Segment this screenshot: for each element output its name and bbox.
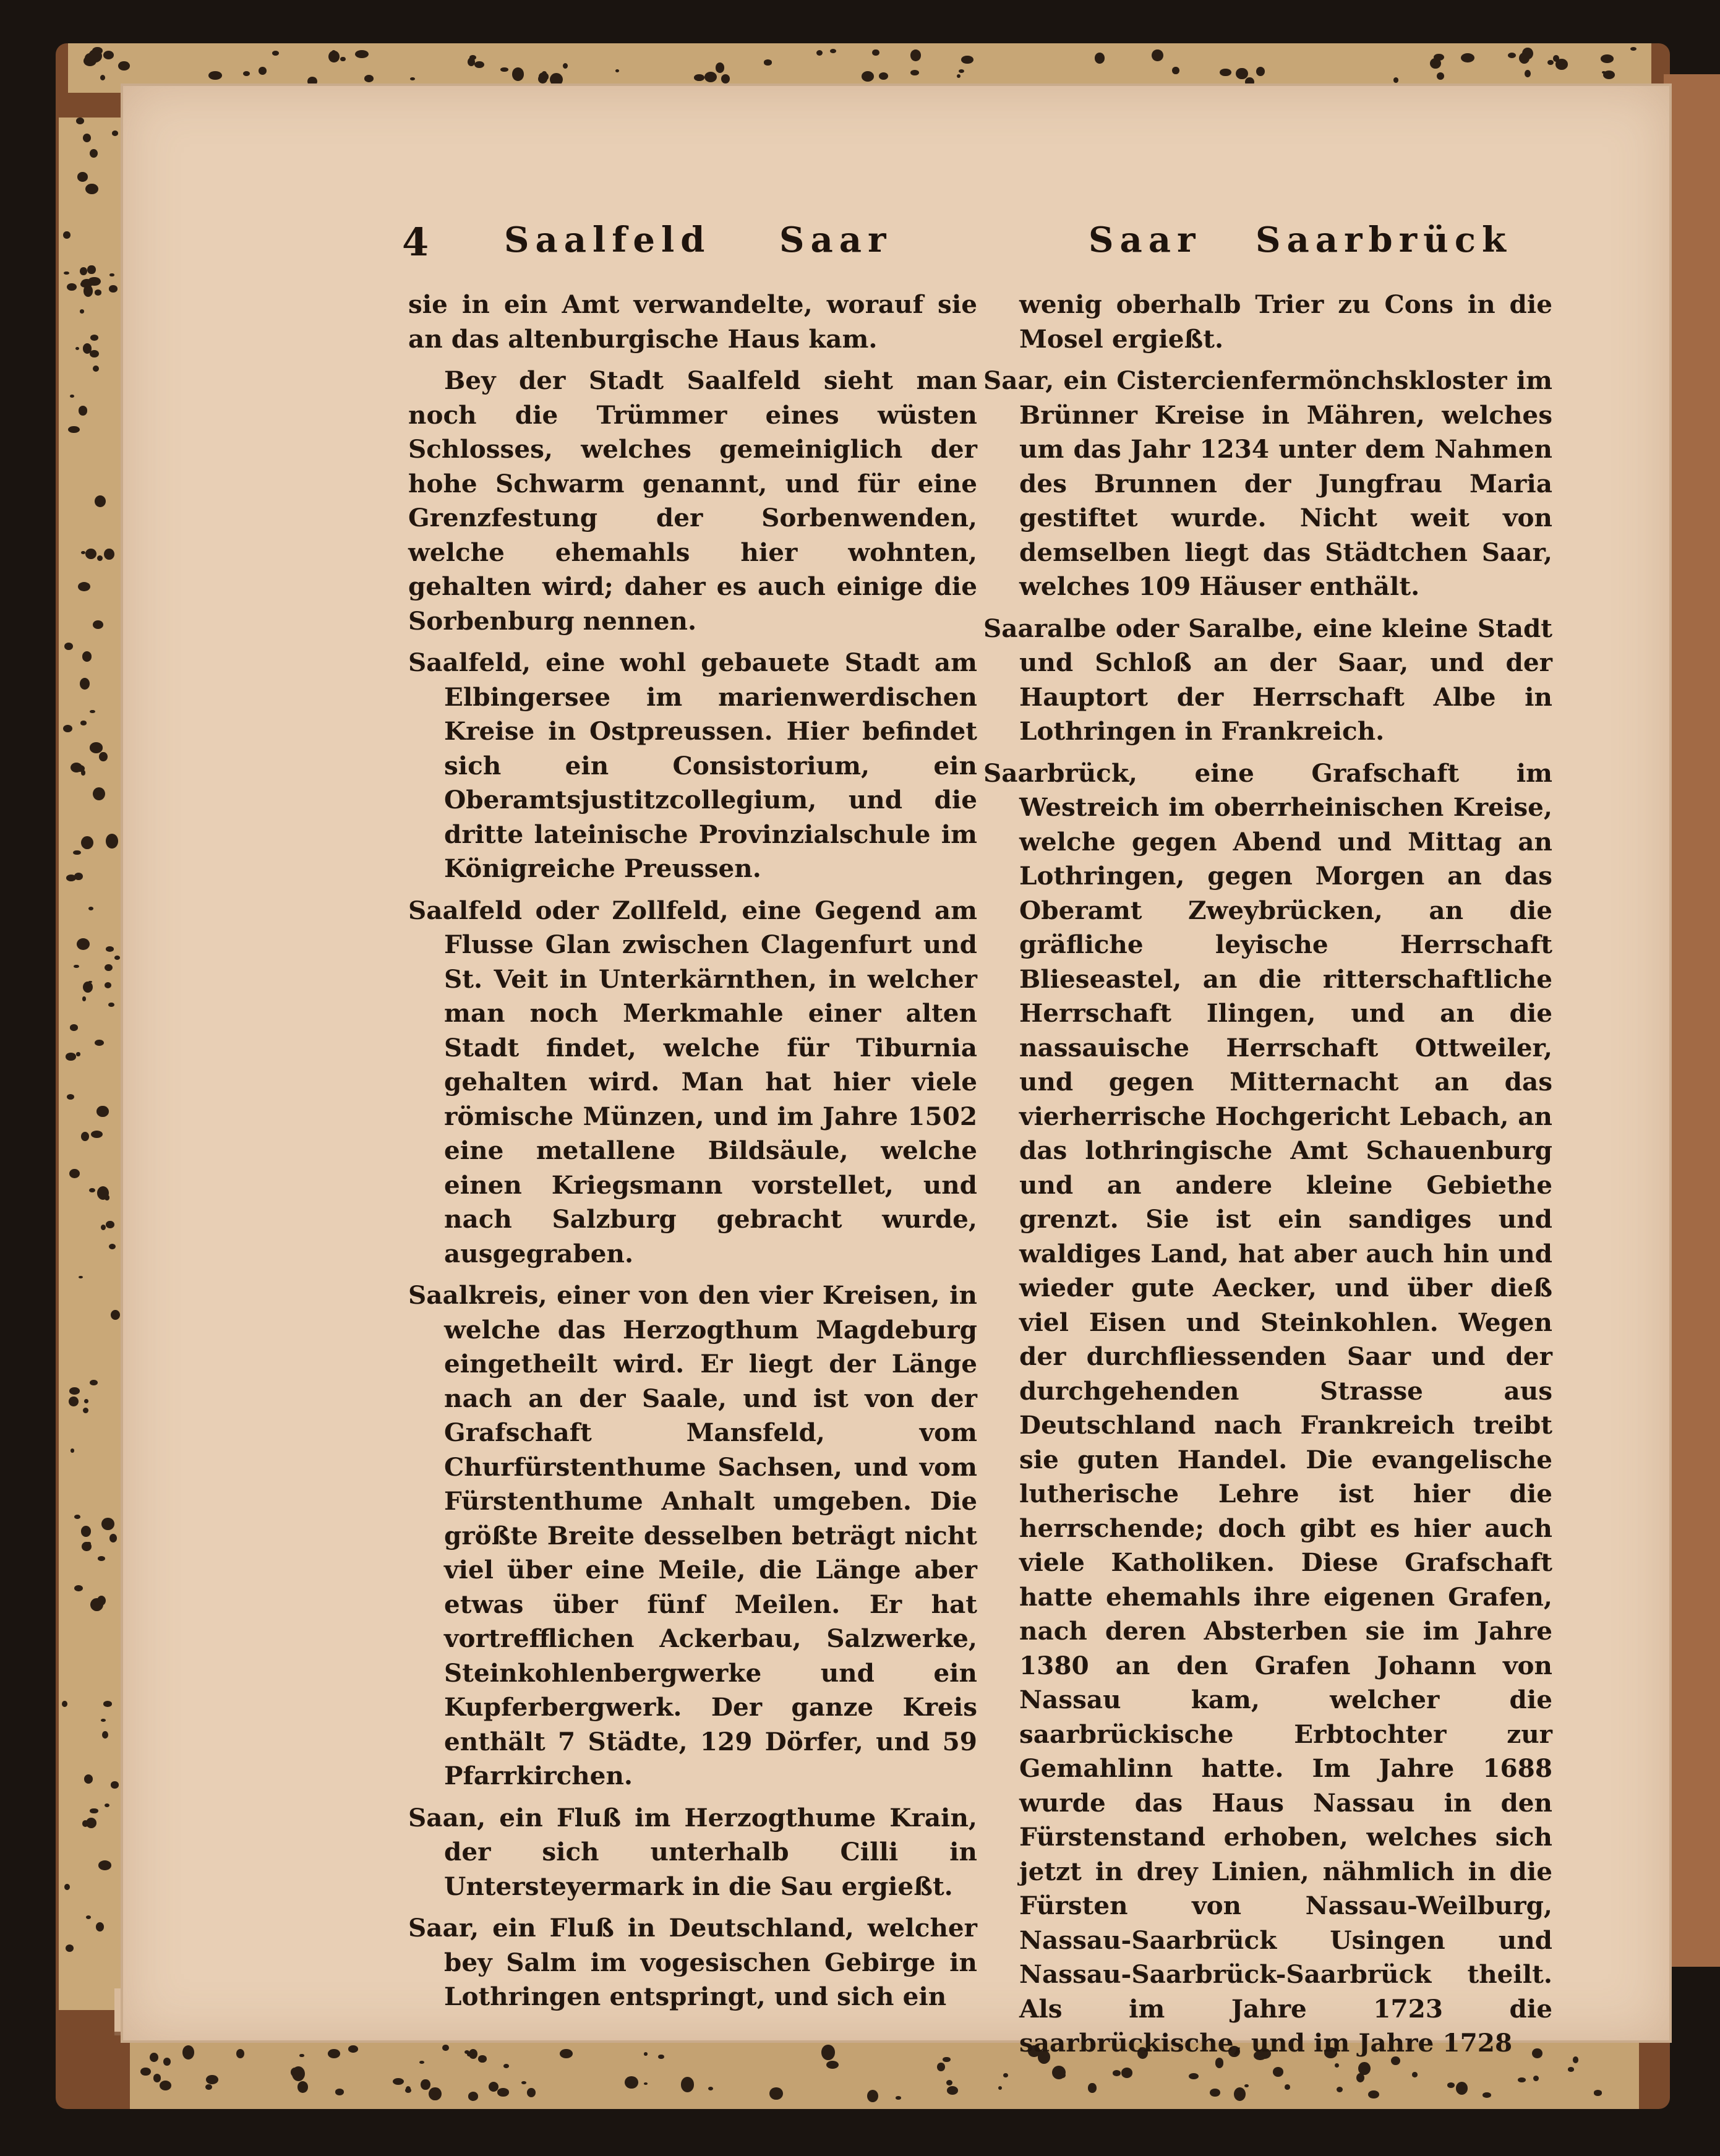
marble-spot (153, 2074, 161, 2082)
marble-spot (106, 946, 114, 952)
marble-spot (1434, 54, 1444, 61)
marble-spot (205, 2084, 212, 2090)
marble-spot (81, 1132, 89, 1141)
marble-spot (862, 71, 874, 82)
marble-spot (84, 1399, 88, 1403)
marble-spot (1210, 2089, 1220, 2097)
next-page-edge (1664, 74, 1720, 1967)
marble-spot (85, 53, 95, 63)
dictionary-entry: Saan, ein Fluß im Herzogthume Krain, der sich unterhalb Cilli in Untersteyermark in die Sau ergießt. (408, 1802, 977, 1901)
marble-spot (297, 2081, 309, 2093)
marble-spot (1594, 2090, 1602, 2095)
marble-spot (961, 56, 973, 64)
marble-spot (85, 549, 96, 559)
marble-spot (69, 1169, 80, 1178)
dictionary-entry: Saar, ein Fluß in Deutschland, welcher bey Salm im vogesischen Gebirge in Lothringen entspringt, und sich ein (408, 1913, 977, 2011)
marble-spot (335, 2089, 344, 2095)
marble-spot (658, 2055, 664, 2060)
marble-spot (1220, 69, 1231, 76)
marble-spot (1483, 2092, 1491, 2098)
marble-spot (76, 118, 83, 124)
marble-spot (69, 1387, 80, 1395)
marble-spot (937, 2063, 944, 2071)
marble-spot (1113, 2070, 1121, 2076)
running-head-right-2: Saarbrück (1256, 220, 1512, 260)
marble-spot (872, 49, 879, 56)
marble-spot (821, 2045, 835, 2060)
marble-spot (1273, 2067, 1283, 2077)
marble-spot (103, 51, 114, 59)
marble-spot (1337, 2087, 1343, 2093)
marble-spot (1601, 54, 1614, 63)
marble-spot (291, 2068, 299, 2077)
marble-spot (90, 1808, 98, 1814)
marble-spot (478, 2055, 486, 2062)
marble-spot (87, 265, 95, 275)
running-head-left-2: Saar (779, 220, 892, 260)
marble-spot (1555, 59, 1567, 70)
marble-spot (442, 2045, 449, 2051)
marble-spot (421, 2079, 430, 2090)
right-column (983, 288, 1552, 2068)
marble-spot (1172, 67, 1179, 75)
marble-spot (140, 2068, 151, 2076)
dictionary-entry: Saaralbe oder Saralbe, eine kleine Stadt und Schloß an der Saar, und der Hauptort der Herrschaft Albe in Lothringen in Frankreich. (983, 613, 1552, 746)
marble-spot (76, 1052, 80, 1056)
marbled-edge-left (59, 118, 124, 2010)
marble-spot (527, 2088, 536, 2097)
dictionary-entry: Saalfeld, eine wohl gebauete Stadt am Elbingersee im marienwerdischen Kreise in Ostpreussen. Hier befindet sich ein Consistorium, ein Oberamtsjustitzcollegium, und die dritte lateinische Provinzialschule im Königreiche Preussen. (408, 648, 977, 883)
marble-spot (816, 50, 823, 56)
marble-spot (81, 770, 85, 775)
marble-spot (69, 1397, 79, 1406)
marble-spot (910, 49, 921, 61)
marble-spot (66, 1053, 76, 1060)
marble-spot (1088, 2083, 1096, 2092)
marble-spot (1285, 2084, 1290, 2090)
marble-spot (96, 1922, 104, 1931)
marble-spot (82, 651, 92, 661)
marble-spot (272, 51, 279, 56)
marble-spot (644, 2082, 648, 2085)
marble-spot (943, 2057, 951, 2063)
marble-spot (88, 907, 93, 910)
marble-spot (681, 2077, 695, 2092)
running-head-right-1: Saar (1089, 220, 1202, 260)
marble-spot (97, 555, 103, 561)
marble-spot (497, 2088, 509, 2096)
marble-spot (1412, 2072, 1418, 2077)
marble-spot (93, 620, 103, 629)
marble-spot (101, 1518, 114, 1530)
dictionary-entry: Saarbrück, eine Grafschaft im Westreich im oberrheinischen Kreise, welche gegen Abend und Mittag an Lothringen, gegen Morgen an das Oberamt Zweybrücken, an die gräfliche leyische Herrschaft Blieseastel, an die ritterschaftliche Herrschaft Ilingen, und an die nassauische Herrschaft Ottweiler, und gegen Mitternacht an das vierherrische Hochgericht Lebach, an das lothringische Amt Schauenburg und an andere kleine Gebiethe grenzt. Sie ist ein sandiges und waldiges Land, hat aber auch hin und wieder gute Aecker, und über dieß viel Eisen und Steinkohlen. Wegen der durchfliessenden Saar und der durchgehenden Strasse aus Deutschland nach Frankreich treibt sie guten Handel. Die evangelische lutherische Lehre ist hier die herrschende; doch gibt es hier auch viele Katholiken. Diese Grafschaft hatte ehemahls ihre eigenen Grafen, nach deren Absterben sie im Jahre 1380 an den Grafen Johann von Nassau kam, welcher die saarbrückische Erbtochter zur Gemahlinn hatte. Im Jahre 1688 wurde das Haus Nassau in den Fürstenstand erhoben, welches sich jetzt in drey Linien, nähmlich in die Fürsten von Nassau-Weilburg, Nassau-Saarbrück Usingen und Nassau-Saarbrück-Saarbrück theilt. Als im Jahre 1723 die saarbrückische, und im Jahre 1728 (983, 758, 1552, 2058)
marble-spot (1393, 77, 1398, 83)
marble-spot (1573, 2056, 1578, 2063)
marble-spot (1547, 60, 1554, 65)
marble-spot (80, 309, 85, 314)
marble-spot (74, 873, 83, 880)
marble-spot (90, 149, 98, 158)
marble-spot (1189, 2073, 1199, 2079)
dictionary-entry: Saalkreis, einer von den vier Kreisen, in welche das Herzogthum Magdeburg eingetheilt wird. Er liegt der Länge nach an der Saale, und ist von der Grafschaft Mansfeld, vom Churfürstenthume Sachsen, und vom Fürstenthume Anhalt umgeben. Die größte Breite desselben beträgt nicht viel über eine Meile, die Länge aber etwas über fünf Meilen. Er hat vortrefflichen Ackerbau, Salzwerke, Steinkohlenbergwerke und ein Kupferbergwerk. Der ganze Kreis enthält 7 Städte, 129 Dörfer, und 59 Pfarrkirchen. (408, 1280, 977, 1790)
marble-spot (1456, 2082, 1468, 2095)
marble-spot (299, 2054, 304, 2057)
marble-spot (74, 1515, 80, 1519)
marble-spot (106, 834, 118, 849)
marble-spot (64, 272, 69, 275)
marble-spot (105, 1195, 110, 1200)
marble-spot (830, 49, 836, 53)
marble-spot (355, 50, 369, 58)
marble-spot (208, 71, 222, 80)
marble-spot (74, 1585, 82, 1591)
marble-spot (95, 289, 102, 296)
marble-spot (103, 1701, 113, 1707)
marble-spot (114, 956, 120, 959)
marble-spot (84, 1774, 93, 1784)
marble-spot (163, 2058, 171, 2066)
marble-spot (1256, 67, 1265, 76)
marble-spot (104, 549, 114, 560)
marble-spot (86, 1915, 91, 1919)
marble-spot (393, 2078, 404, 2085)
marble-spot (80, 721, 87, 725)
marble-spot (67, 283, 77, 291)
marble-spot (364, 75, 374, 82)
marble-spot (708, 2087, 713, 2090)
dictionary-entry: Saar, ein Cistercienfermönchskloster im Brünner Kreise in Mähren, welches um das Jahr 1234 unter dem Nahmen des Brunnen der Jungfrau Maria gestiftet wurde. Nicht weit von demselben liegt das Städtchen Saar, welches 109 Häuser enthält. (983, 366, 1552, 601)
marble-spot (947, 2086, 959, 2095)
marble-spot (62, 1701, 67, 1707)
marble-spot (105, 982, 111, 988)
marble-spot (96, 1106, 108, 1117)
running-head-left-1: Saalfeld (504, 220, 711, 260)
paragraph-continuation: sie in ein Amt verwandelte, worauf sie an das altenburgische Haus kam. (408, 289, 977, 354)
marble-spot (328, 2049, 340, 2058)
marble-spot (1461, 53, 1474, 62)
marble-spot (236, 2049, 244, 2058)
paragraph: Bey der Stadt Saalfeld sieht man noch die Trümmer eines wüsten Schlosses, welches gemeiniglich der hohe Schwarm genannt, und für eine Grenzfestung der Sorbenwenden, welche ehemahls hier wohnten, gehalten wird; daher es auch einige die Sorbenburg nennen. (408, 366, 977, 636)
marble-spot (867, 2090, 878, 2102)
marble-spot (1368, 2090, 1379, 2098)
marble-spot (429, 2087, 442, 2101)
marble-spot (74, 965, 79, 968)
marble-spot (98, 1860, 111, 1870)
marble-spot (1568, 2067, 1574, 2071)
marble-spot (512, 67, 524, 80)
marble-spot (81, 836, 93, 849)
marble-spot (328, 51, 340, 62)
marble-spot (1447, 2082, 1455, 2088)
marble-spot (67, 1094, 74, 1100)
marble-spot (1095, 53, 1105, 63)
paragraph-continuation: wenig oberhalb Trier zu Cons in die Mosel ergießt. (1019, 289, 1552, 354)
marble-spot (348, 2045, 358, 2053)
marble-spot (68, 426, 80, 433)
marble-spot (694, 74, 704, 81)
marble-spot (259, 67, 267, 75)
left-column (408, 288, 977, 2022)
marble-spot (101, 1225, 106, 1231)
marble-spot (489, 2082, 498, 2092)
marble-spot (560, 2049, 573, 2058)
marble-spot (111, 1781, 119, 1788)
marble-spot (90, 335, 99, 341)
marble-spot (764, 59, 772, 65)
marble-spot (1052, 2066, 1065, 2079)
marble-spot (946, 2080, 952, 2085)
marble-spot (112, 130, 118, 135)
marble-spot (910, 70, 919, 75)
marble-spot (625, 2076, 638, 2089)
marble-spot (105, 964, 113, 971)
marble-spot (150, 2053, 158, 2062)
marble-spot (71, 1448, 74, 1453)
marble-spot (468, 2092, 478, 2100)
marble-spot (81, 1526, 91, 1537)
marble-spot (109, 273, 114, 276)
marble-spot (118, 61, 130, 70)
marble-spot (79, 406, 88, 416)
marble-spot (716, 62, 724, 72)
marble-spot (1603, 71, 1615, 79)
marble-spot (160, 2081, 171, 2090)
marble-spot (206, 2075, 218, 2084)
marble-spot (77, 172, 88, 182)
marble-spot (644, 2052, 648, 2056)
marble-spot (83, 982, 93, 993)
marble-spot (70, 1024, 78, 1031)
marble-spot (1508, 53, 1516, 58)
marble-spot (80, 267, 87, 275)
marble-spot (106, 1221, 114, 1228)
marble-spot (63, 231, 70, 239)
marble-spot (95, 1040, 104, 1046)
marble-spot (109, 1534, 117, 1542)
dictionary-entry: Saalfeld oder Zollfeld, eine Gegend am Flusse Glan zwischen Clagenfurt und St. Veit in Unterkärnthen, in welcher man noch Merkmahle einer alten Stadt findet, welche für Tiburnia gehalten wird. Man hat hier viele römische Münzen, und im Jahre 1502 eine metallene Bildsäule, welche einen Kriegsmann vorstellet, und nach Salzburg gebracht wurde, ausgegraben. (408, 895, 977, 1268)
marble-spot (410, 77, 415, 80)
marble-spot (1236, 68, 1247, 80)
marble-spot (563, 63, 568, 69)
page-number: 4 (402, 220, 429, 265)
marble-spot (90, 742, 103, 753)
marble-spot (91, 1131, 103, 1138)
marble-spot (90, 1598, 103, 1611)
marble-spot (99, 752, 107, 761)
